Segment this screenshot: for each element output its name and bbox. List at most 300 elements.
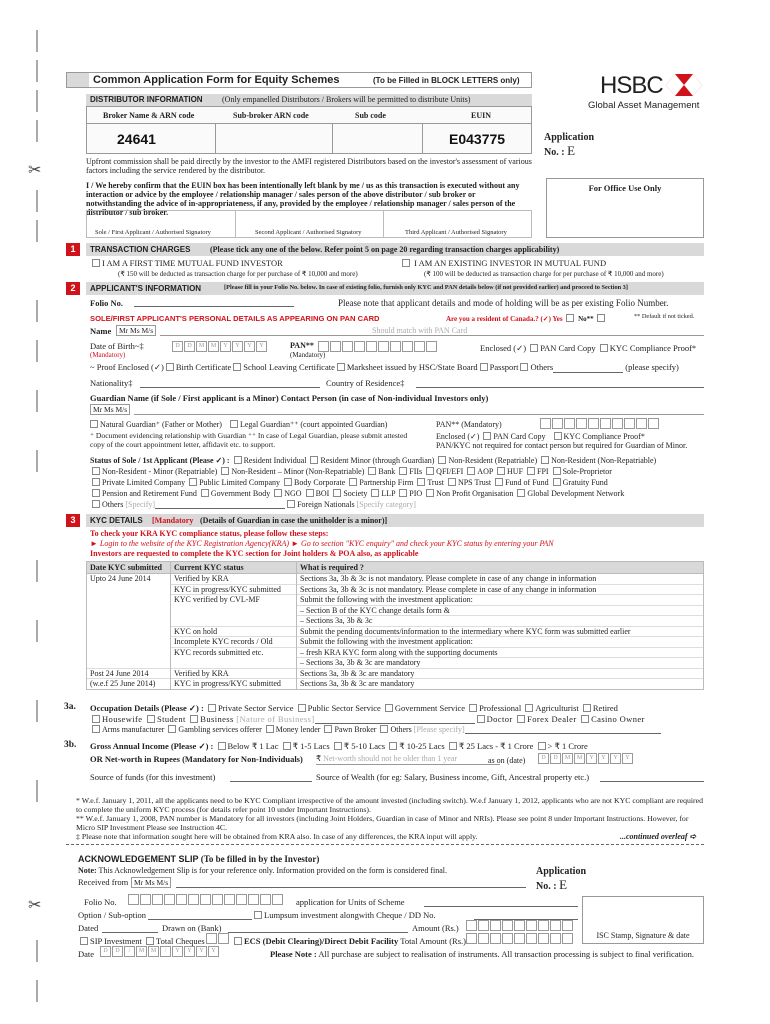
sign-first: Sole / First Applicant / Authorised Signatory [95,229,211,236]
enclosed-label: Enclosed (✓) [480,343,527,353]
section-3-bar [86,514,704,527]
kyc-table-cell [87,626,171,637]
lumpsum-checkbox[interactable] [254,911,262,919]
checkbox[interactable] [284,478,292,486]
checkbox[interactable] [306,489,314,497]
canada-yes-checkbox[interactable] [566,314,574,322]
kyc-table-row [87,626,704,637]
sign-second: Second Applicant / Authorised Signatory [255,229,362,236]
cheques-cells[interactable] [206,933,230,944]
distributor-bar [86,94,532,106]
cut-line [36,90,38,112]
divider [235,211,236,237]
ack-note-label: Note: [78,866,97,875]
total-label: Total Amount (Rs.) [400,936,466,946]
kyc-table-cell: KYC in progress/KYC submitted [171,679,297,690]
hsbc-logo [584,72,704,114]
kyc-check-heading: To check your KRA KYC compliance status, please follow these steps: [90,529,329,538]
checkbox[interactable] [495,478,503,486]
name-hint: Should match with PAN Card [372,326,468,335]
first-time-option[interactable] [90,258,283,268]
checkbox[interactable] [266,725,274,733]
legal-guardian-checkbox[interactable] [230,420,238,428]
kyc-table-cell [87,595,171,606]
canada-question [446,314,607,323]
checkbox[interactable] [417,478,425,486]
section-1-bar [86,243,704,256]
col-broker: Broker Name & ARN code [103,111,195,120]
kyc-steps: ► Login to the website of the KYC Registration Agency(KRA) ► Go to section "KYC enquiry" and check your KYC status by entering your PAN [90,539,554,548]
occupation-number: 3a. [64,702,76,712]
kyc-table-row [87,616,704,627]
drawn-input[interactable] [228,922,408,933]
checkbox[interactable] [92,715,100,723]
drawn-label: Drawn on (Bank) [162,923,222,933]
ack-app-label: Application [536,866,587,877]
cut-line [36,780,38,802]
checkbox[interactable] [553,478,561,486]
kyc-table-cell: Incomplete KYC records / Old [171,637,297,648]
checkbox[interactable] [147,715,155,723]
residence-input[interactable] [416,377,704,388]
g-kyc-label: KYC Compliance Proof* [563,432,645,441]
scissors-icon: ✂ [28,897,42,914]
section-2-note: [Please fill in your Folio No. below. In case of existing folio, furnish only KYC and PAN details below (if not provided earlier) and proceed to Section 3] [224,284,628,291]
income-row: Gross Annual Income (Please ✓) : Below ₹ 1 Lac ₹ 1-5 Lacs ₹ 5-10 Lacs ₹ 10-25 Lacs ₹ 25 Lacs - ₹ 1 Crore > ₹ 1 Crore [90,741,588,751]
broker-code[interactable]: 24641 [117,131,156,147]
checkbox[interactable] [371,489,379,497]
guardian-heading: Guardian Name (if Sole / First applicant is a Minor) Contact Person (in case of Non-individual Investors only) [90,393,489,403]
existing-option[interactable] [400,258,606,268]
kyc-table-cell: KYC records submitted etc. [171,647,297,658]
cheques-label: Total Cheques [156,936,205,946]
status-row-2: Non-Resident - Minor (Repatriable) Non-Resident – Minor (Non-Repatriable) Bank FIIs QFI/EFI AOP HUF FPI Sole-Proprietor [90,467,612,476]
checkbox[interactable] [166,363,174,371]
checkbox[interactable] [541,456,549,464]
cut-line [36,60,38,82]
dob-mandatory: (Mandatory) [90,351,126,359]
lumpsum-row [252,910,436,920]
units-label: application for Units of Scheme [296,897,405,907]
notes [76,796,704,841]
kyc-table-cell: Post 24 June 2014 [87,668,171,679]
distributor-heading: DISTRIBUTOR INFORMATION [90,95,203,104]
amount-cells[interactable] [466,920,574,931]
continued-overleaf [620,832,696,841]
ack-app-no-label: No. : [536,881,557,892]
dated-input[interactable] [102,922,158,933]
cut-line [36,300,38,322]
checkbox[interactable] [368,467,376,475]
checkbox[interactable] [92,478,100,486]
col-subcode: Sub code [355,111,386,120]
sip-row [78,936,205,946]
guardian-pan-note: PAN/KYC not required for contact person but required for Guardian of Minor. [436,441,688,450]
total-cells[interactable] [466,933,574,944]
checkbox[interactable] [527,467,535,475]
checkbox[interactable] [333,489,341,497]
app-no-label: No. : [544,147,565,158]
occupation-hint: [Please specify] [413,725,465,734]
marksheet-label: Marksheet issued by HSC/State Board [346,362,478,372]
section-1-heading: TRANSACTION CHARGES [90,245,191,254]
checkbox[interactable] [189,478,197,486]
option-label: Option / Sub-option [78,910,147,920]
business-input[interactable] [315,723,475,724]
cut-line [36,560,38,582]
networth-input[interactable]: ₹ Net-worth should not be older than 1 year [316,754,500,765]
section-2-bar [86,282,704,295]
kyc-table-cell [87,584,171,595]
status-row-4: Pension and Retirement Fund Government Body NGO BOI Society LLP PIO Non Profit Organisation Global Development Network [90,489,624,498]
checkbox[interactable] [448,478,456,486]
others-checkbox[interactable] [92,500,100,508]
ecs-row [232,936,466,946]
tear-line [66,844,704,845]
cut-line [36,450,38,472]
foreign-checkbox[interactable] [287,500,295,508]
g-pan-copy-label: PAN Card Copy [493,432,546,441]
section-1-number: 1 [66,243,80,256]
checkbox[interactable] [581,715,589,723]
checkbox[interactable] [218,742,226,750]
cut-line [36,620,38,642]
occupation-row-1: Occupation Details (Please ✓) : Private Sector Service Public Sector Service Government Service Professional Agriculturist Retired [90,703,618,713]
guardian-pan-cells[interactable] [540,418,660,429]
guardian-titles[interactable]: Mr Ms M/s [90,404,130,415]
canada-no-checkbox[interactable] [597,314,605,322]
kyc-proof-checkbox[interactable] [600,344,608,352]
kyc-table-row [87,584,704,595]
kyc-table-cell: Sections 3a, 3b & 3c is not mandatory. Please complete in case of any change in information [297,584,704,595]
checkbox[interactable] [402,259,410,267]
ack-folio-cells[interactable] [128,894,284,905]
section-2-number: 2 [66,282,80,295]
section-3-mandatory: [Mandatory [152,516,194,525]
office-use-box [546,178,704,238]
upfront-note: Upfront commission shall be paid directly by the investor to the AMFI registered Distributors based on the investor's assessment of various factors including the service rendered by the distributor. [86,157,532,175]
checkbox[interactable] [538,742,546,750]
checkbox[interactable] [298,704,306,712]
kyc-table-cell: Submit the following with the investment application: [297,595,704,606]
kyc-table-cell: Sections 3a, 3b & 3c is not mandatory. Please complete in case of any change in information [297,574,704,585]
section-3-number: 3 [66,514,80,527]
kyc-table-row [87,679,704,690]
name-input[interactable] [160,325,704,336]
checkbox[interactable] [334,742,342,750]
checkbox[interactable] [234,456,242,464]
cut-line [36,340,38,362]
folio-note: Please note that applicant details and mode of holding will be as per existing Folio Number. [338,298,669,308]
kyc-table-header: Date KYC submitted Current KYC status What is required ? [87,562,704,574]
first-time-label: I AM A FIRST TIME MUTUAL FUND INVESTOR [102,258,283,268]
ack-note-row [78,866,447,875]
income-number: 3b. [64,740,77,750]
checkbox[interactable] [385,704,393,712]
checkbox[interactable] [380,725,388,733]
checkbox[interactable] [480,363,488,371]
form-title-box [66,72,532,88]
checkbox[interactable] [438,456,446,464]
divider [383,211,384,237]
kyc-table-cell: Sections 3a, 3b & 3c are mandatory [297,679,704,690]
dob-cells[interactable]: D D M M Y Y Y Y [172,341,268,352]
divider [332,123,333,154]
birth-cert-label: Birth Certificate [175,362,232,372]
please-note-text: All purchase are subject to realisation of instruments. All transaction processing is subject to final verification. [318,949,694,959]
cheque-input[interactable] [474,909,578,920]
checkbox[interactable] [201,489,209,497]
cut-line [36,120,38,142]
ack-note: This Acknowledgement Slip is for your reference only. Information provided on the form is considered final. [98,866,448,875]
checkbox[interactable] [520,363,528,371]
cut-line [36,940,38,962]
kyc-table-cell [87,616,171,627]
checkbox[interactable] [310,456,318,464]
checkbox[interactable] [92,725,100,733]
checkbox[interactable] [497,467,505,475]
sip-checkbox[interactable] [80,937,88,945]
kyc-table-cell [171,605,297,616]
canada-label: Are you a resident of Canada.? (✓) Yes [446,315,563,323]
kyc-table-cell [171,658,297,669]
scissors-icon: ✂ [28,162,42,179]
occupation-heading: Occupation Details (Please ✓) : [90,703,204,713]
business-hint: [Nature of Business] [236,714,315,724]
status-row-1: Status of Sole / 1st Applicant (Please ✓) : Resident Individual Resident Minor (through Guardian) Non-Resident (Repatriable) Non-Resident (Non-Repatriable) [90,456,657,465]
kyc-table-cell [87,647,171,658]
checkbox[interactable] [399,467,407,475]
checkbox[interactable] [274,489,282,497]
natural-label: Natural Guardian⁺ (Father or Mother) [100,420,222,429]
source-funds-input[interactable] [230,771,312,782]
checkbox[interactable] [399,489,407,497]
pan-mandatory: (Mandatory) [290,351,326,359]
checkbox[interactable] [525,704,533,712]
others-input[interactable] [553,372,623,373]
source-funds-label: Source of funds (for this investment) [90,772,216,782]
ack-date-label: Date [78,949,95,959]
cut-line [36,30,38,52]
office-use-label: For Office Use Only [588,183,662,193]
checkbox[interactable] [467,467,475,475]
ack-folio-label: Folio No. [84,897,117,907]
proof-row [90,362,679,373]
ack-heading-note: (To be filled in by the Investor) [200,854,320,864]
guardian-name-input[interactable] [134,404,704,415]
kyc-joint-note: Investors are requested to complete the KYC section for Joint holders & POA also, as applicable [90,549,419,558]
amount-label: Amount (Rs.) [412,923,459,933]
ack-titles[interactable]: Mr Ms M/s [131,877,171,888]
euin-code[interactable]: E043775 [449,131,506,147]
occupation-other-input[interactable] [465,733,661,734]
occupation-row-2: Housewife Student Business [Nature of Business] Doctor Forex Dealer Casino Owner [90,714,645,724]
kyc-table-row [87,647,704,658]
natural-guardian-checkbox[interactable] [90,420,98,428]
units-input[interactable] [424,896,578,907]
option-input[interactable] [148,909,252,920]
networth-hint: Net-worth should not be older than 1 year [323,754,458,763]
divider [215,123,216,154]
kyc-table-cell [87,637,171,648]
app-label: Application [544,132,595,143]
checkbox[interactable] [483,432,491,440]
kyc-table-row [87,574,704,585]
checkbox[interactable] [233,363,241,371]
divider [87,123,531,124]
please-note-label: Please Note : [270,949,317,959]
residence-label: Country of Residence‡ [326,378,405,388]
foreign-label: Foreign Nationals [297,500,355,509]
distributor-note: (Only empanelled Distributors / Brokers will be permitted to distribute Units) [222,95,471,104]
source-wealth-label: Source of Wealth (for eg: Salary, Business income, Gift, Ancestral property etc.) [316,772,590,782]
please-note-row [270,949,694,959]
checkbox[interactable] [449,742,457,750]
kyc-table-cell: Verified by KRA [171,668,297,679]
checkbox[interactable] [92,467,100,475]
ack-heading: ACKNOWLEDGEMENT SLIP [78,854,199,864]
ack-heading-row [78,854,319,864]
legal-label: Legal Guardian⁺⁺ (court appointed Guardian) [239,420,388,429]
passport-label: Passport [489,362,519,372]
kyc-table [86,561,704,690]
checkbox[interactable] [426,489,434,497]
form-title-note: (To be Filled in BLOCK LETTERS only) [373,76,520,85]
sip-label: SIP Investment [90,936,142,946]
checkbox[interactable] [349,478,357,486]
guardian-doc-note: ⁺ Document evidencing relationship with Guardian ⁺⁺ In case of Legal Guardian, please submit attested copy of the court appointment letter, affidavit etc. to support. [90,431,408,449]
form-title: Common Application Form for Equity Schemes [93,74,340,86]
pan-label: PAN** [290,341,314,350]
others-hint: [Specify] [125,500,156,509]
others-label: Others [530,362,554,372]
existing-label: I AM AN EXISTING INVESTOR IN MUTUAL FUND [414,258,607,268]
checkbox[interactable] [168,725,176,733]
received-input[interactable] [176,876,526,888]
g-enclosed-label: Enclosed (✓) [436,432,480,441]
status-label: Status of Sole / 1st Applicant (Please ✓) : [90,456,230,465]
first-time-note: (₹ 150 will be deducted as transaction charge for per purchase of ₹ 10,000 and more) [118,270,358,278]
checkbox[interactable] [92,489,100,497]
checkbox[interactable] [389,742,397,750]
kyc-table-row [87,637,704,648]
checkbox[interactable] [517,489,525,497]
networth-date-cells[interactable]: D D M M Y Y Y Y [538,753,634,764]
pan-copy-label: PAN Card Copy [540,343,596,353]
cut-line [36,700,38,722]
kyc-table-cell: Verified by KRA [171,574,297,585]
isc-stamp-box [582,896,704,944]
checkbox[interactable] [283,742,291,750]
specify-label: (please specify) [625,362,679,372]
section-3-note: (Details of Guardian in case the unitholder is a minor)] [200,516,388,525]
foreign-hint: [Specify category] [356,500,416,509]
kyc-table-cell: KYC on hold [171,626,297,637]
status-row-5 [90,500,416,509]
first-applicant-heading: SOLE/FIRST APPLICANT'S PERSONAL DETAILS AS APPEARING ON PAN CARD [90,314,380,323]
app-no: E [567,143,576,158]
kyc-table-cell: Submit the pending documents/information to the intermediary where KYC form was submitted earlier [297,626,704,637]
kyc-table-cell [171,616,297,627]
arrow-icon: ➪ [689,832,697,841]
cheques-checkbox[interactable] [146,937,154,945]
school-cert-label: School Leaving Certificate [243,362,335,372]
canada-no-label: No** [578,315,594,323]
checkbox[interactable] [553,467,561,475]
kyc-table-cell [87,605,171,616]
title-cells[interactable]: Mr Ms M/s [116,325,156,336]
nationality-label: Nationality‡ [90,378,133,388]
note-1: * W.e.f. January 1, 2011, all the applicants need to be KYC Compliant irrespective of the amount invested (including switch). W.e.f January 1, 2012, applicants who are not KYC compliant are required to complete the uniform KYC process (for details refer point 10 under Important Instructions). [76,796,703,814]
sign-third: Third Applicant / Authorised Signatory [405,229,507,236]
guardian-type-row [88,420,387,429]
checkbox[interactable] [208,704,216,712]
checkbox[interactable] [190,715,198,723]
ack-application-no [536,866,586,893]
name-label: Name [90,326,112,336]
source-wealth-input[interactable] [600,771,704,782]
distributor-table [86,106,532,154]
pan-cells[interactable] [318,341,438,352]
ecs-label: ECS (Debit Clearing)/Direct Debit Facility [244,936,399,946]
checkbox[interactable] [324,725,332,733]
kyc-table-cell: – Section B of the KYC change details form & [297,605,704,616]
title-swatch [67,73,89,87]
note-2: ** W.e.f. January 1, 2008, PAN number is Mandatory for all investors (including Joint Holders, Guardian in case of Minor and NRIs). Please see point 8 under Important Instructions. However, for Micro SIP Investment Please see Instruction 4C. [76,814,689,832]
continued-label: ...continued overleaf [620,832,688,841]
checkbox[interactable] [477,715,485,723]
checkbox[interactable] [337,363,345,371]
nationality-input[interactable] [140,377,320,388]
pan-copy-checkbox[interactable] [530,344,538,352]
checkbox[interactable] [426,467,434,475]
hsbc-hexagon-icon [666,74,702,96]
dated-label: Dated [78,923,99,933]
checkbox[interactable] [469,704,477,712]
kyc-table-row [87,658,704,669]
others-input[interactable] [155,508,285,509]
checkbox[interactable] [583,704,591,712]
cut-line [36,980,38,1002]
kyc-table-cell: KYC in progress/KYC submitted [171,584,297,595]
status-row-3: Private Limited Company Public Limited Company Body Corporate Partnership Firm Trust NPS Trust Fund of Fund Gratuity Fund [90,478,608,487]
col-subbroker: Sub-broker ARN code [233,111,309,120]
kyc-table-cell: – fresh KRA KYC form along with the supporting documents [297,647,704,658]
as-on-label: as on (date) [488,756,526,765]
kyc-table-cell: Submit the following with the investment application: [297,637,704,648]
folio-input[interactable] [134,296,294,307]
default-note: ** Default if not ticked. [634,313,695,320]
proof-label: ~ Proof Enclosed (✓) [90,362,164,372]
section-1-note: (Please tick any one of the below. Refer point 5 on page 20 regarding transaction charges applicability) [210,245,560,254]
checkbox[interactable] [221,467,229,475]
ack-date-cells[interactable]: D D / M M / Y Y Y Y [100,946,220,957]
checkbox[interactable] [554,432,562,440]
lumpsum-label: Lumpsum investment alongwith Cheque / DD No. [264,910,436,920]
guardian-pan: PAN** (Mandatory) [436,420,502,429]
application-no [544,132,594,159]
income-heading: Gross Annual Income (Please ✓) : [90,741,214,751]
kyc-table-cell: (w.e.f 25 June 2014) [87,679,171,690]
ecs-checkbox[interactable] [234,937,242,945]
networth-label: OR Net-worth in Rupees (Mandatory for Non-Individuals) [90,754,303,764]
checkbox[interactable] [517,715,525,723]
logo-text: HSBC [600,72,663,99]
pan-enclosed [480,343,696,354]
isc-label: ISC Stamp, Signature & date [596,931,690,940]
kyc-table-row [87,595,704,606]
checkbox[interactable] [92,259,100,267]
